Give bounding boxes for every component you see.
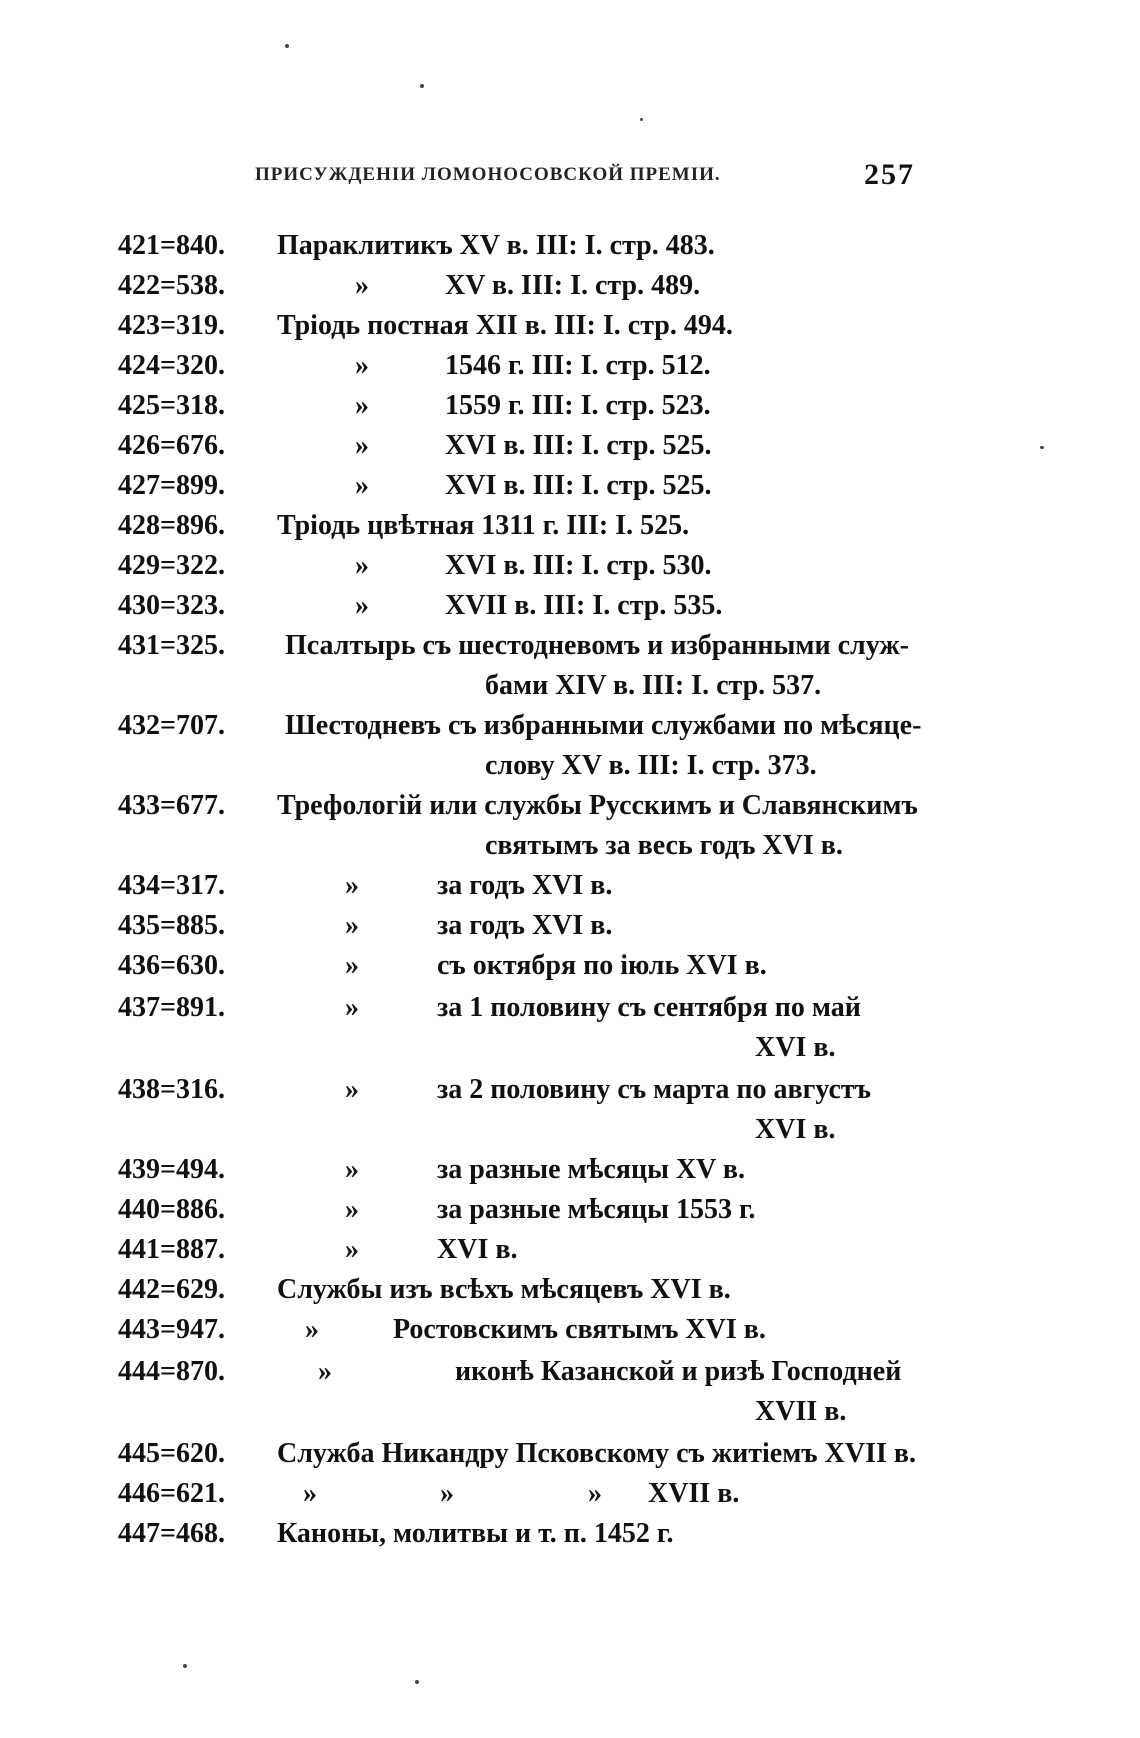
entry-number: 429=322. [118, 550, 225, 581]
catalog-entry [0, 1356, 1140, 1398]
catalog-entry [0, 310, 1140, 352]
entry-description: за 1 половину съ сентября по май [437, 992, 861, 1023]
entry-number: 439=494. [118, 1154, 225, 1185]
entry-number: 441=887. [118, 1234, 225, 1265]
entry-description: Трефологій или службы Русскимъ и Славянскимъ [277, 790, 918, 821]
scan-speck [420, 84, 424, 88]
entry-description: за 2 половину съ марта по августъ [437, 1074, 871, 1105]
catalog-entry [0, 910, 1140, 952]
entry-number: 426=676. [118, 430, 225, 461]
entry-description: XVI в. III: I. стр. 525. [445, 470, 712, 501]
ditto-mark: » [355, 350, 369, 381]
ditto-mark: » [345, 1234, 359, 1265]
catalog-entry [0, 430, 1140, 472]
entry-description: Служба Никандру Псковскому съ житіемъ XVII в. [277, 1438, 916, 1469]
entry-description: XVI в. [755, 1032, 836, 1063]
scan-speck [285, 44, 289, 48]
ditto-mark: » [318, 1356, 332, 1387]
entry-number: 435=885. [118, 910, 225, 941]
scan-speck [415, 1680, 419, 1684]
entry-number: 422=538. [118, 270, 225, 301]
entry-description: 1559 г. III: I. стр. 523. [445, 390, 711, 421]
catalog-entry [0, 1032, 1140, 1074]
catalog-entry [0, 830, 1140, 872]
catalog-entry [0, 270, 1140, 312]
entry-description: XVI в. [755, 1114, 836, 1145]
entry-description: Каноны, молитвы и т. п. 1452 г. [277, 1518, 674, 1549]
ditto-mark: » [345, 910, 359, 941]
entry-description: 1546 г. III: I. стр. 512. [445, 350, 711, 381]
entry-number: 432=707. [118, 710, 225, 741]
entry-description: XV в. III: I. стр. 489. [445, 270, 701, 301]
catalog-entry [0, 1114, 1140, 1156]
catalog-entry [0, 1478, 1140, 1520]
entry-description: съ октября по іюль XVI в. [437, 950, 767, 981]
entry-description: XVII в. [755, 1396, 847, 1427]
scan-speck [1040, 446, 1044, 449]
entry-description: Псалтырь съ шестодневомъ и избранными служ- [285, 630, 909, 661]
catalog-entry [0, 950, 1140, 992]
ditto-mark: » [345, 870, 359, 901]
entry-number: 427=899. [118, 470, 225, 501]
entry-number: 434=317. [118, 870, 225, 901]
entry-number: 443=947. [118, 1314, 225, 1345]
catalog-entry [0, 630, 1140, 672]
ditto-mark: » [355, 390, 369, 421]
entry-number: 431=325. [118, 630, 225, 661]
catalog-entry [0, 1154, 1140, 1196]
entry-number: 425=318. [118, 390, 225, 421]
entry-number: 446=621. [118, 1478, 225, 1509]
catalog-entry [0, 550, 1140, 592]
running-title: ПРИСУЖДЕНІИ ЛОМОНОСОВСКОЙ ПРЕМІИ. [255, 164, 721, 185]
entry-number: 436=630. [118, 950, 225, 981]
catalog-entry [0, 1396, 1140, 1438]
catalog-entry [0, 992, 1140, 1034]
catalog-entry [0, 750, 1140, 792]
ditto-mark: » [355, 470, 369, 501]
ditto-mark: » [345, 992, 359, 1023]
ditto-mark: » [355, 430, 369, 461]
entry-description: слову XV в. III: I. стр. 373. [485, 750, 817, 781]
catalog-entry [0, 790, 1140, 832]
entry-number: 445=620. [118, 1438, 225, 1469]
catalog-entry [0, 870, 1140, 912]
ditto-mark: » [345, 1154, 359, 1185]
ditto-mark: » [440, 1478, 454, 1509]
entry-number: 438=316. [118, 1074, 225, 1105]
entry-description: XVI в. III: I. стр. 530. [445, 550, 712, 581]
ditto-mark: » [355, 550, 369, 581]
entry-number: 423=319. [118, 310, 225, 341]
entry-description: Параклитикъ XV в. III: I. стр. 483. [277, 230, 715, 261]
entry-number: 444=870. [118, 1356, 225, 1387]
entry-description: XVI в. [437, 1234, 518, 1265]
ditto-mark: » [588, 1478, 602, 1509]
ditto-mark: » [303, 1478, 317, 1509]
entry-description: за годъ XVI в. [437, 910, 613, 941]
entry-number: 437=891. [118, 992, 225, 1023]
entry-description: XVII в. [648, 1478, 740, 1509]
catalog-entry [0, 710, 1140, 752]
entry-number: 447=468. [118, 1518, 225, 1549]
page-number: 257 [864, 158, 915, 191]
catalog-entry [0, 670, 1140, 712]
catalog-entry [0, 1234, 1140, 1276]
catalog-entry [0, 1274, 1140, 1316]
entry-number: 428=896. [118, 510, 225, 541]
catalog-entry [0, 1314, 1140, 1356]
entry-number: 421=840. [118, 230, 225, 261]
catalog-entry [0, 230, 1140, 272]
ditto-mark: » [345, 1074, 359, 1105]
catalog-entry [0, 1518, 1140, 1560]
catalog-entry [0, 590, 1140, 632]
entry-description: за годъ XVI в. [437, 870, 613, 901]
entry-description: за разные мѣсяцы XV в. [437, 1154, 745, 1185]
entry-description: Ростовскимъ святымъ XVI в. [393, 1314, 766, 1345]
entry-description: XVI в. III: I. стр. 525. [445, 430, 712, 461]
catalog-entry [0, 390, 1140, 432]
entry-description: Шестодневъ съ избранными службами по мѣсяце- [285, 710, 922, 741]
running-header [255, 158, 915, 198]
entry-description: Тріодь постная XII в. III: I. стр. 494. [277, 310, 733, 341]
ditto-mark: » [305, 1314, 319, 1345]
entry-number: 440=886. [118, 1194, 225, 1225]
entry-number: 430=323. [118, 590, 225, 621]
ditto-mark: » [345, 950, 359, 981]
ditto-mark: » [355, 590, 369, 621]
catalog-entry [0, 1074, 1140, 1116]
entry-description: святымъ за весь годъ XVI в. [485, 830, 843, 861]
catalog-entry [0, 1194, 1140, 1236]
entry-description: XVII в. III: I. стр. 535. [445, 590, 723, 621]
entry-description: бами XIV в. III: I. стр. 537. [485, 670, 822, 701]
catalog-entry [0, 1438, 1140, 1480]
entry-number: 424=320. [118, 350, 225, 381]
entry-description: Службы изъ всѣхъ мѣсяцевъ XVI в. [277, 1274, 731, 1305]
catalog-entry [0, 470, 1140, 512]
entry-description: Тріодь цвѣтная 1311 г. III: I. 525. [277, 510, 690, 541]
entry-description: иконѣ Казанской и ризѣ Господней [455, 1356, 902, 1387]
ditto-mark: » [355, 270, 369, 301]
entry-number: 433=677. [118, 790, 225, 821]
catalog-entry [0, 350, 1140, 392]
entry-description: за разные мѣсяцы 1553 г. [437, 1194, 756, 1225]
catalog-entry [0, 510, 1140, 552]
entry-number: 442=629. [118, 1274, 225, 1305]
ditto-mark: » [345, 1194, 359, 1225]
scan-speck [640, 118, 643, 121]
scan-speck [183, 1664, 187, 1668]
